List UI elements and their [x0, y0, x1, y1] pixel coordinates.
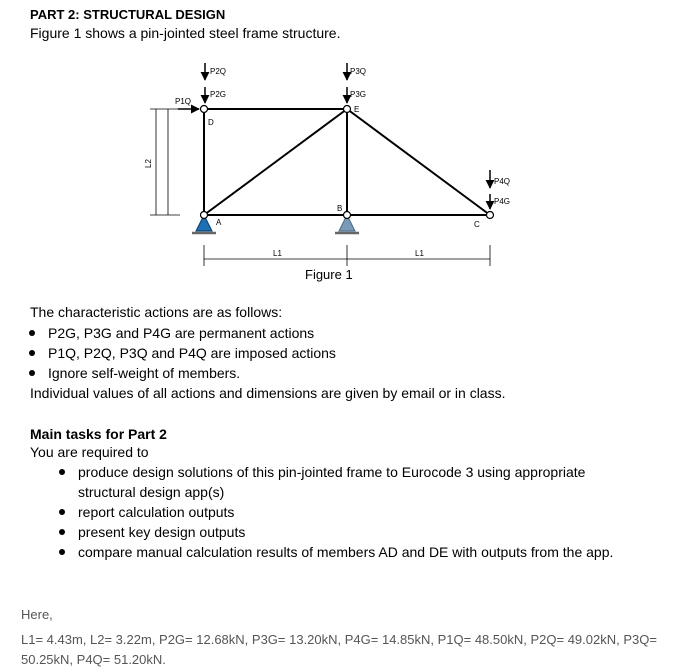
list-item: compare manual calculation results of members AD and DE with outputs from the app.: [0, 542, 640, 562]
node-d: [201, 106, 208, 113]
node-b: [344, 212, 351, 219]
list-item: produce design solutions of this pin-jointed frame to Eurocode 3 using appropriate structural design app(s): [0, 462, 640, 502]
label-p4g: P4G: [494, 197, 511, 206]
values-text: L1= 4.43m, L2= 3.22m, P2G= 12.68kN, P3G= 13.20kN, P4G= 14.85kN, P1Q= 48.50kN, P2Q= 49.02kN, P3Q= 50.25kN, P4Q= 51.20kN.: [21, 632, 657, 667]
part-title: PART 2: STRUCTURAL DESIGN: [30, 7, 226, 22]
list-item: report calculation outputs: [0, 502, 640, 522]
node-e: [344, 106, 351, 113]
label-p2g: P2G: [210, 90, 227, 99]
node-a: [201, 212, 208, 219]
label-l2: L2: [144, 159, 153, 168]
dimension-l2: [150, 109, 180, 215]
bullet-icon: [59, 509, 65, 515]
intro-text: Figure 1 shows a pin-jointed steel frame structure.: [30, 25, 341, 41]
bullet-icon: [29, 350, 35, 356]
member-ae: [204, 109, 347, 215]
bullet-icon: [59, 469, 65, 475]
list-item: present key design outputs: [0, 522, 640, 542]
frame-figure: [0, 0, 697, 290]
list-item: P1Q, P2Q, P3Q and P4Q are imposed actions: [0, 343, 670, 363]
label-p1q: P1Q: [175, 97, 192, 106]
bullet-icon: [59, 529, 65, 535]
label-node-c: C: [474, 220, 480, 229]
label-p3q: P3Q: [350, 67, 367, 76]
label-p3g: P3G: [350, 90, 367, 99]
bullet-icon: [29, 370, 35, 376]
tasks-list: [0, 462, 640, 562]
figure-caption: Figure 1: [305, 267, 353, 282]
member-ec: [347, 109, 490, 215]
label-node-a: A: [216, 218, 222, 227]
label-node-e: E: [354, 105, 360, 114]
tasks-title: Main tasks for Part 2: [30, 426, 167, 442]
list-item: P2G, P3G and P4G are permanent actions: [0, 323, 670, 343]
dimension-l1: [204, 245, 490, 266]
actions-list: [30, 323, 670, 383]
frame-members: [204, 109, 490, 215]
node-c: [487, 212, 494, 219]
actions-note: Individual values of all actions and dimensions are given by email or in class.: [30, 385, 506, 401]
label-node-d: D: [208, 118, 214, 127]
list-item: Ignore self-weight of members.: [0, 363, 670, 383]
label-l1-right: L1: [415, 249, 424, 258]
bullet-icon: [29, 330, 35, 336]
tasks-intro: You are required to: [30, 444, 149, 460]
label-node-b: B: [337, 204, 343, 213]
label-p4q: P4Q: [494, 177, 511, 186]
bullet-icon: [59, 549, 65, 555]
label-l1-left: L1: [273, 249, 282, 258]
label-p2q: P2Q: [210, 67, 227, 76]
here-label: Here,: [21, 607, 53, 622]
actions-intro: The characteristic actions are as follows:: [30, 304, 283, 320]
